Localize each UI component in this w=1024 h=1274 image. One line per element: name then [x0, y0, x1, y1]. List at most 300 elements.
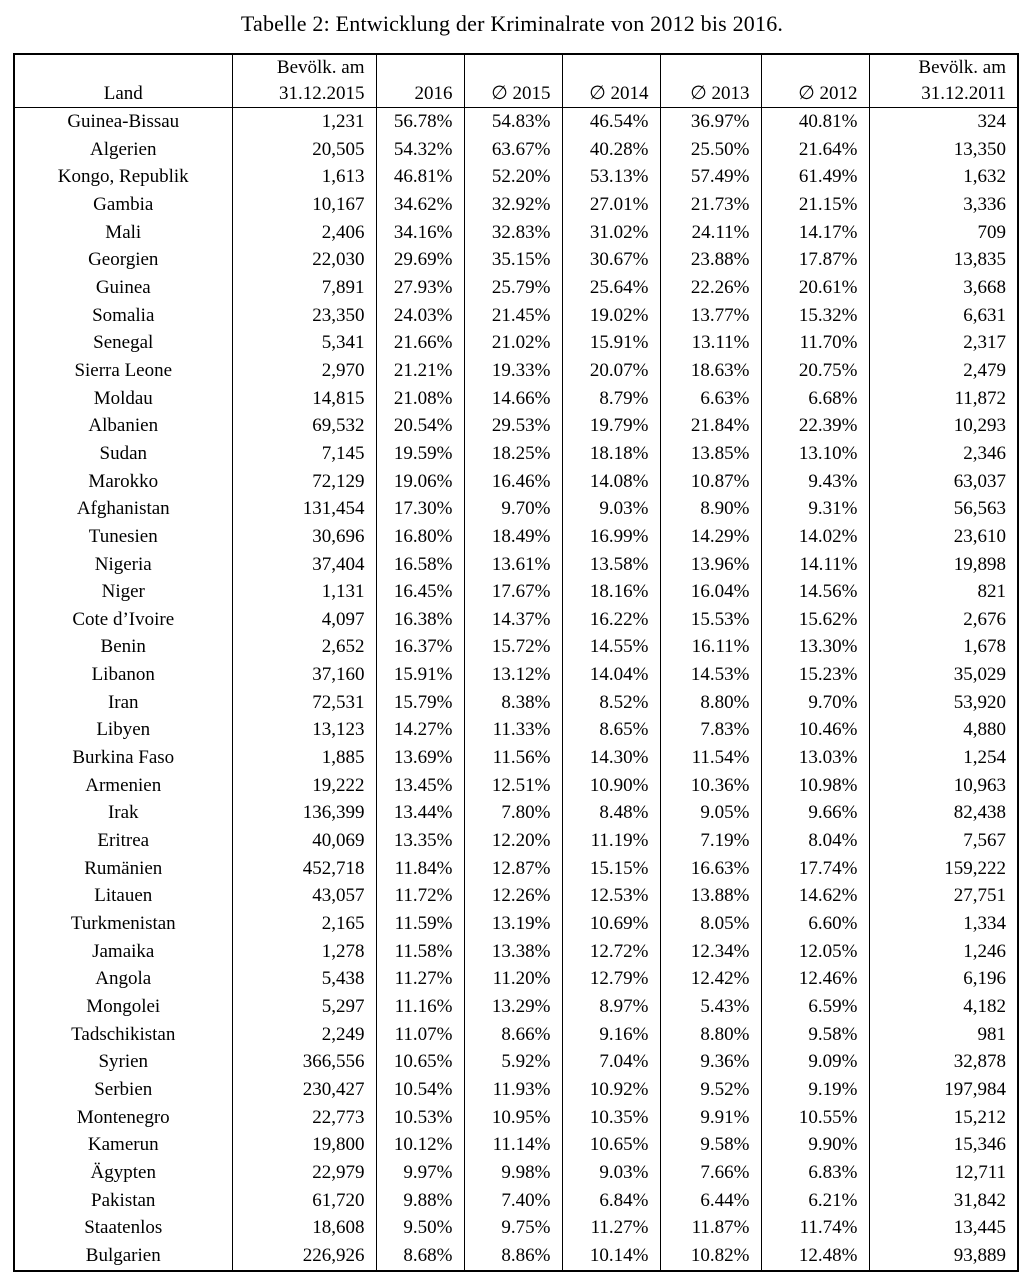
table-row — [14, 772, 1018, 800]
table-row — [14, 219, 1018, 247]
table-row — [14, 827, 1018, 855]
table-row — [14, 163, 1018, 191]
value-cell: 8.04% — [761, 827, 869, 855]
value-cell: 31,842 — [869, 1187, 1018, 1215]
country-cell: Serbien — [94, 1078, 153, 1100]
table-row — [14, 551, 1018, 579]
value-cell: 63.67% — [464, 136, 562, 164]
value-cell: 2,317 — [869, 329, 1018, 357]
value-cell: 6.59% — [761, 993, 869, 1021]
value-cell: 13.19% — [464, 910, 562, 938]
header-line1 — [465, 55, 562, 81]
value-cell: 31.02% — [562, 219, 660, 247]
country-cell: Georgien — [88, 249, 159, 271]
value-cell: 9.09% — [761, 1048, 869, 1076]
value-cell: 9.16% — [562, 1021, 660, 1049]
value-cell: 35.15% — [464, 246, 562, 274]
value-cell: 19,222 — [232, 772, 376, 800]
table-row — [14, 523, 1018, 551]
table-row — [14, 108, 1018, 136]
value-cell: 2,676 — [869, 606, 1018, 634]
value-cell: 37,404 — [232, 551, 376, 579]
value-cell: 18,608 — [232, 1214, 376, 1242]
value-cell: 36.97% — [660, 108, 761, 136]
table-row — [14, 1131, 1018, 1159]
value-cell: 821 — [869, 578, 1018, 606]
value-cell: 7.04% — [562, 1048, 660, 1076]
value-cell: 56,563 — [869, 495, 1018, 523]
table-row — [14, 689, 1018, 717]
country-cell: Rumänien — [84, 857, 163, 879]
value-cell: 14.56% — [761, 578, 869, 606]
country-cell: Albanien — [88, 415, 159, 437]
value-cell: 9.66% — [761, 799, 869, 827]
value-cell: 15.23% — [761, 661, 869, 689]
country-cell: Guinea — [95, 276, 151, 298]
value-cell: 14.53% — [660, 661, 761, 689]
value-cell: 15.53% — [660, 606, 761, 634]
table-row — [14, 1048, 1018, 1076]
value-cell: 8.97% — [562, 993, 660, 1021]
value-cell: 32.83% — [464, 219, 562, 247]
value-cell: 53,920 — [869, 689, 1018, 717]
value-cell: 6.84% — [562, 1187, 660, 1215]
value-cell: 7.66% — [660, 1159, 761, 1187]
value-cell: 14.66% — [464, 385, 562, 413]
value-cell: 52.20% — [464, 163, 562, 191]
country-cell: Cote d’Ivoire — [72, 608, 175, 630]
value-cell: 14.04% — [562, 661, 660, 689]
country-cell: Niger — [101, 581, 145, 603]
table-row — [14, 440, 1018, 468]
value-cell: 13.11% — [660, 329, 761, 357]
value-cell: 16.63% — [660, 855, 761, 883]
value-cell: 1,231 — [232, 108, 376, 136]
country-cell: Montenegro — [76, 1106, 170, 1128]
value-cell: 12.20% — [464, 827, 562, 855]
value-cell: 21.21% — [376, 357, 464, 385]
value-cell: 8.80% — [660, 689, 761, 717]
value-cell: 159,222 — [869, 855, 1018, 883]
value-cell: 9.03% — [562, 1159, 660, 1187]
value-cell: 3,668 — [869, 274, 1018, 302]
value-cell: 10.69% — [562, 910, 660, 938]
col-header-2016 — [376, 54, 464, 108]
value-cell: 27,751 — [869, 882, 1018, 910]
value-cell: 13.35% — [376, 827, 464, 855]
value-cell: 8.48% — [562, 799, 660, 827]
header-line1 — [15, 55, 232, 81]
value-cell: 452,718 — [232, 855, 376, 883]
value-cell: 16.04% — [660, 578, 761, 606]
value-cell: 324 — [869, 108, 1018, 136]
country-cell: Tadschikistan — [71, 1023, 176, 1045]
value-cell: 35,029 — [869, 661, 1018, 689]
value-cell: 4,880 — [869, 716, 1018, 744]
value-cell: 9.70% — [761, 689, 869, 717]
value-cell: 20,505 — [232, 136, 376, 164]
value-cell: 15,346 — [869, 1131, 1018, 1159]
value-cell: 16.99% — [562, 523, 660, 551]
country-cell: Eritrea — [97, 830, 150, 852]
value-cell: 56.78% — [376, 108, 464, 136]
table-row — [14, 855, 1018, 883]
value-cell: 54.32% — [376, 136, 464, 164]
value-cell: 40.81% — [761, 108, 869, 136]
value-cell: 13.12% — [464, 661, 562, 689]
value-cell: 7,891 — [232, 274, 376, 302]
country-cell: Irak — [107, 802, 139, 824]
value-cell: 10.92% — [562, 1076, 660, 1104]
value-cell: 7,145 — [232, 440, 376, 468]
value-cell: 20.61% — [761, 274, 869, 302]
value-cell: 13,445 — [869, 1214, 1018, 1242]
value-cell: 4,097 — [232, 606, 376, 634]
value-cell: 34.16% — [376, 219, 464, 247]
value-cell: 9.58% — [660, 1131, 761, 1159]
value-cell: 2,479 — [869, 357, 1018, 385]
country-cell: Pakistan — [91, 1189, 156, 1211]
value-cell: 10.95% — [464, 1104, 562, 1132]
value-cell: 63,037 — [869, 468, 1018, 496]
value-cell: 11.07% — [376, 1021, 464, 1049]
value-cell: 12.26% — [464, 882, 562, 910]
value-cell: 2,165 — [232, 910, 376, 938]
value-cell: 1,131 — [232, 578, 376, 606]
value-cell: 20.07% — [562, 357, 660, 385]
value-cell: 13,835 — [869, 246, 1018, 274]
value-cell: 14.30% — [562, 744, 660, 772]
value-cell: 5.92% — [464, 1048, 562, 1076]
value-cell: 15.91% — [376, 661, 464, 689]
value-cell: 12.72% — [562, 938, 660, 966]
value-cell: 709 — [869, 219, 1018, 247]
header-line2: 2016 — [414, 83, 453, 104]
value-cell: 12.42% — [660, 965, 761, 993]
value-cell: 10,963 — [869, 772, 1018, 800]
value-cell: 27.93% — [376, 274, 464, 302]
value-cell: 10.35% — [562, 1104, 660, 1132]
value-cell: 24.11% — [660, 219, 761, 247]
value-cell: 8.52% — [562, 689, 660, 717]
table-row — [14, 191, 1018, 219]
value-cell: 21.15% — [761, 191, 869, 219]
table-body — [14, 108, 1018, 1271]
value-cell: 14.27% — [376, 716, 464, 744]
value-cell: 8.68% — [376, 1242, 464, 1271]
value-cell: 40,069 — [232, 827, 376, 855]
value-cell: 13.77% — [660, 302, 761, 330]
value-cell: 21.84% — [660, 412, 761, 440]
value-cell: 27.01% — [562, 191, 660, 219]
value-cell: 7,567 — [869, 827, 1018, 855]
country-cell: Litauen — [94, 885, 153, 907]
country-cell: Moldau — [93, 387, 153, 409]
value-cell: 30,696 — [232, 523, 376, 551]
country-cell: Armenien — [85, 774, 162, 796]
value-cell: 7.80% — [464, 799, 562, 827]
value-cell: 14.62% — [761, 882, 869, 910]
value-cell: 11.70% — [761, 329, 869, 357]
value-cell: 11.33% — [464, 716, 562, 744]
value-cell: 13.30% — [761, 633, 869, 661]
value-cell: 10,293 — [869, 412, 1018, 440]
value-cell: 11.54% — [660, 744, 761, 772]
value-cell: 9.90% — [761, 1131, 869, 1159]
value-cell: 10.87% — [660, 468, 761, 496]
header-line2: 31.12.2015 — [279, 83, 365, 104]
col-header-avg-2012 — [761, 54, 869, 108]
value-cell: 19,898 — [869, 551, 1018, 579]
country-cell: Angola — [95, 968, 152, 990]
value-cell: 10.54% — [376, 1076, 464, 1104]
value-cell: 16.58% — [376, 551, 464, 579]
value-cell: 11,872 — [869, 385, 1018, 413]
value-cell: 230,427 — [232, 1076, 376, 1104]
value-cell: 14.17% — [761, 219, 869, 247]
value-cell: 8.65% — [562, 716, 660, 744]
table-row — [14, 799, 1018, 827]
value-cell: 15,212 — [869, 1104, 1018, 1132]
value-cell: 34.62% — [376, 191, 464, 219]
value-cell: 10.14% — [562, 1242, 660, 1271]
value-cell: 226,926 — [232, 1242, 376, 1271]
value-cell: 14.29% — [660, 523, 761, 551]
value-cell: 197,984 — [869, 1076, 1018, 1104]
value-cell: 32,878 — [869, 1048, 1018, 1076]
value-cell: 5,297 — [232, 993, 376, 1021]
value-cell: 17.74% — [761, 855, 869, 883]
value-cell: 61.49% — [761, 163, 869, 191]
value-cell: 2,346 — [869, 440, 1018, 468]
value-cell: 9.43% — [761, 468, 869, 496]
table-row — [14, 606, 1018, 634]
value-cell: 69,532 — [232, 412, 376, 440]
value-cell: 1,613 — [232, 163, 376, 191]
col-header-bevoelk-2015 — [232, 54, 376, 108]
table-row — [14, 1187, 1018, 1215]
table-caption: Tabelle 2: Entwicklung der Kriminalrate von 2012 bis 2016. — [240, 11, 784, 36]
crime-rate-table — [13, 53, 1019, 1272]
value-cell: 10.53% — [376, 1104, 464, 1132]
value-cell: 23.88% — [660, 246, 761, 274]
value-cell: 23,350 — [232, 302, 376, 330]
value-cell: 12.51% — [464, 772, 562, 800]
table-row — [14, 1104, 1018, 1132]
value-cell: 23,610 — [869, 523, 1018, 551]
value-cell: 15.32% — [761, 302, 869, 330]
value-cell: 11.72% — [376, 882, 464, 910]
value-cell: 1,246 — [869, 938, 1018, 966]
value-cell: 12.87% — [464, 855, 562, 883]
table-row — [14, 468, 1018, 496]
country-cell: Iran — [107, 691, 139, 713]
country-cell: Algerien — [90, 138, 157, 160]
table-row — [14, 1214, 1018, 1242]
value-cell: 136,399 — [232, 799, 376, 827]
header-line1 — [377, 55, 464, 81]
value-cell: 15.62% — [761, 606, 869, 634]
value-cell: 13.85% — [660, 440, 761, 468]
header-line1 — [661, 55, 761, 81]
value-cell: 6.44% — [660, 1187, 761, 1215]
value-cell: 15.79% — [376, 689, 464, 717]
value-cell: 19.59% — [376, 440, 464, 468]
value-cell: 19.33% — [464, 357, 562, 385]
value-cell: 12.34% — [660, 938, 761, 966]
value-cell: 8.38% — [464, 689, 562, 717]
value-cell: 9.70% — [464, 495, 562, 523]
value-cell: 54.83% — [464, 108, 562, 136]
value-cell: 22,979 — [232, 1159, 376, 1187]
header-line2: ∅ 2012 — [798, 83, 858, 104]
value-cell: 1,632 — [869, 163, 1018, 191]
table-row — [14, 910, 1018, 938]
value-cell: 13,350 — [869, 136, 1018, 164]
value-cell: 20.54% — [376, 412, 464, 440]
header-line1: Bevölk. am — [918, 57, 1006, 78]
value-cell: 11.19% — [562, 827, 660, 855]
country-cell: Somalia — [92, 304, 155, 326]
value-cell: 13.61% — [464, 551, 562, 579]
value-cell: 14.02% — [761, 523, 869, 551]
value-cell: 12.79% — [562, 965, 660, 993]
table-header — [14, 54, 1018, 108]
value-cell: 21.64% — [761, 136, 869, 164]
country-cell: Afghanistan — [76, 498, 170, 520]
value-cell: 11.84% — [376, 855, 464, 883]
value-cell: 8.90% — [660, 495, 761, 523]
table-row — [14, 495, 1018, 523]
country-cell: Ägypten — [90, 1161, 156, 1183]
value-cell: 19,800 — [232, 1131, 376, 1159]
value-cell: 20.75% — [761, 357, 869, 385]
value-cell: 11.27% — [376, 965, 464, 993]
value-cell: 21.66% — [376, 329, 464, 357]
value-cell: 57.49% — [660, 163, 761, 191]
value-cell: 10.98% — [761, 772, 869, 800]
value-cell: 29.69% — [376, 246, 464, 274]
country-cell: Mongolei — [86, 996, 161, 1017]
country-cell: Kamerun — [87, 1134, 159, 1156]
value-cell: 3,336 — [869, 191, 1018, 219]
value-cell: 46.54% — [562, 108, 660, 136]
table-row — [14, 993, 1018, 1021]
value-cell: 82,438 — [869, 799, 1018, 827]
table-row — [14, 744, 1018, 772]
country-cell: Tunesien — [88, 525, 158, 547]
value-cell: 72,129 — [232, 468, 376, 496]
value-cell: 13.69% — [376, 744, 464, 772]
value-cell: 13,123 — [232, 716, 376, 744]
value-cell: 11.59% — [376, 910, 464, 938]
value-cell: 10.36% — [660, 772, 761, 800]
value-cell: 12.53% — [562, 882, 660, 910]
value-cell: 11.20% — [464, 965, 562, 993]
value-cell: 9.50% — [376, 1214, 464, 1242]
table-row — [14, 1021, 1018, 1049]
value-cell: 7.19% — [660, 827, 761, 855]
table-row — [14, 274, 1018, 302]
value-cell: 6.83% — [761, 1159, 869, 1187]
value-cell: 14.37% — [464, 606, 562, 634]
value-cell: 2,970 — [232, 357, 376, 385]
value-cell: 10.65% — [376, 1048, 464, 1076]
value-cell: 11.27% — [562, 1214, 660, 1242]
value-cell: 14.11% — [761, 551, 869, 579]
header-line2: Land — [103, 83, 143, 104]
country-cell: Sierra Leone — [74, 359, 173, 381]
value-cell: 15.15% — [562, 855, 660, 883]
value-cell: 13.58% — [562, 551, 660, 579]
table-row — [14, 661, 1018, 689]
col-header-bevoelk-2011 — [869, 54, 1018, 108]
col-header-avg-2013 — [660, 54, 761, 108]
value-cell: 10.82% — [660, 1242, 761, 1271]
value-cell: 16.45% — [376, 578, 464, 606]
country-cell: Mali — [105, 221, 142, 243]
value-cell: 11.16% — [376, 993, 464, 1021]
value-cell: 8.66% — [464, 1021, 562, 1049]
value-cell: 11.93% — [464, 1076, 562, 1104]
value-cell: 13.29% — [464, 993, 562, 1021]
country-cell: Turkmenistan — [70, 913, 176, 935]
value-cell: 29.53% — [464, 412, 562, 440]
value-cell: 16.80% — [376, 523, 464, 551]
country-cell: Senegal — [93, 332, 154, 354]
country-cell: Marokko — [88, 470, 159, 492]
value-cell: 11.58% — [376, 938, 464, 966]
value-cell: 1,885 — [232, 744, 376, 772]
country-cell: Libyen — [96, 719, 151, 741]
value-cell: 5,341 — [232, 329, 376, 357]
value-cell: 21.02% — [464, 329, 562, 357]
value-cell: 9.52% — [660, 1076, 761, 1104]
value-cell: 2,249 — [232, 1021, 376, 1049]
value-cell: 12.48% — [761, 1242, 869, 1271]
value-cell: 43,057 — [232, 882, 376, 910]
value-cell: 46.81% — [376, 163, 464, 191]
value-cell: 5.43% — [660, 993, 761, 1021]
country-cell: Bulgarien — [85, 1244, 161, 1266]
value-cell: 24.03% — [376, 302, 464, 330]
value-cell: 1,678 — [869, 633, 1018, 661]
col-header-avg-2014 — [562, 54, 660, 108]
value-cell: 13.96% — [660, 551, 761, 579]
header-line2: ∅ 2013 — [690, 83, 750, 104]
value-cell: 21.45% — [464, 302, 562, 330]
country-cell: Guinea-Bissau — [67, 111, 180, 132]
table-row — [14, 412, 1018, 440]
value-cell: 9.98% — [464, 1159, 562, 1187]
value-cell: 12.05% — [761, 938, 869, 966]
header-line2: 31.12.2011 — [921, 83, 1006, 104]
value-cell: 14,815 — [232, 385, 376, 413]
value-cell: 13.44% — [376, 799, 464, 827]
value-cell: 6.68% — [761, 385, 869, 413]
value-cell: 17.67% — [464, 578, 562, 606]
table-row — [14, 578, 1018, 606]
value-cell: 10.12% — [376, 1131, 464, 1159]
value-cell: 21.73% — [660, 191, 761, 219]
value-cell: 18.25% — [464, 440, 562, 468]
value-cell: 15.91% — [562, 329, 660, 357]
value-cell: 981 — [869, 1021, 1018, 1049]
value-cell: 16.22% — [562, 606, 660, 634]
table-row — [14, 1159, 1018, 1187]
value-cell: 14.55% — [562, 633, 660, 661]
value-cell: 40.28% — [562, 136, 660, 164]
